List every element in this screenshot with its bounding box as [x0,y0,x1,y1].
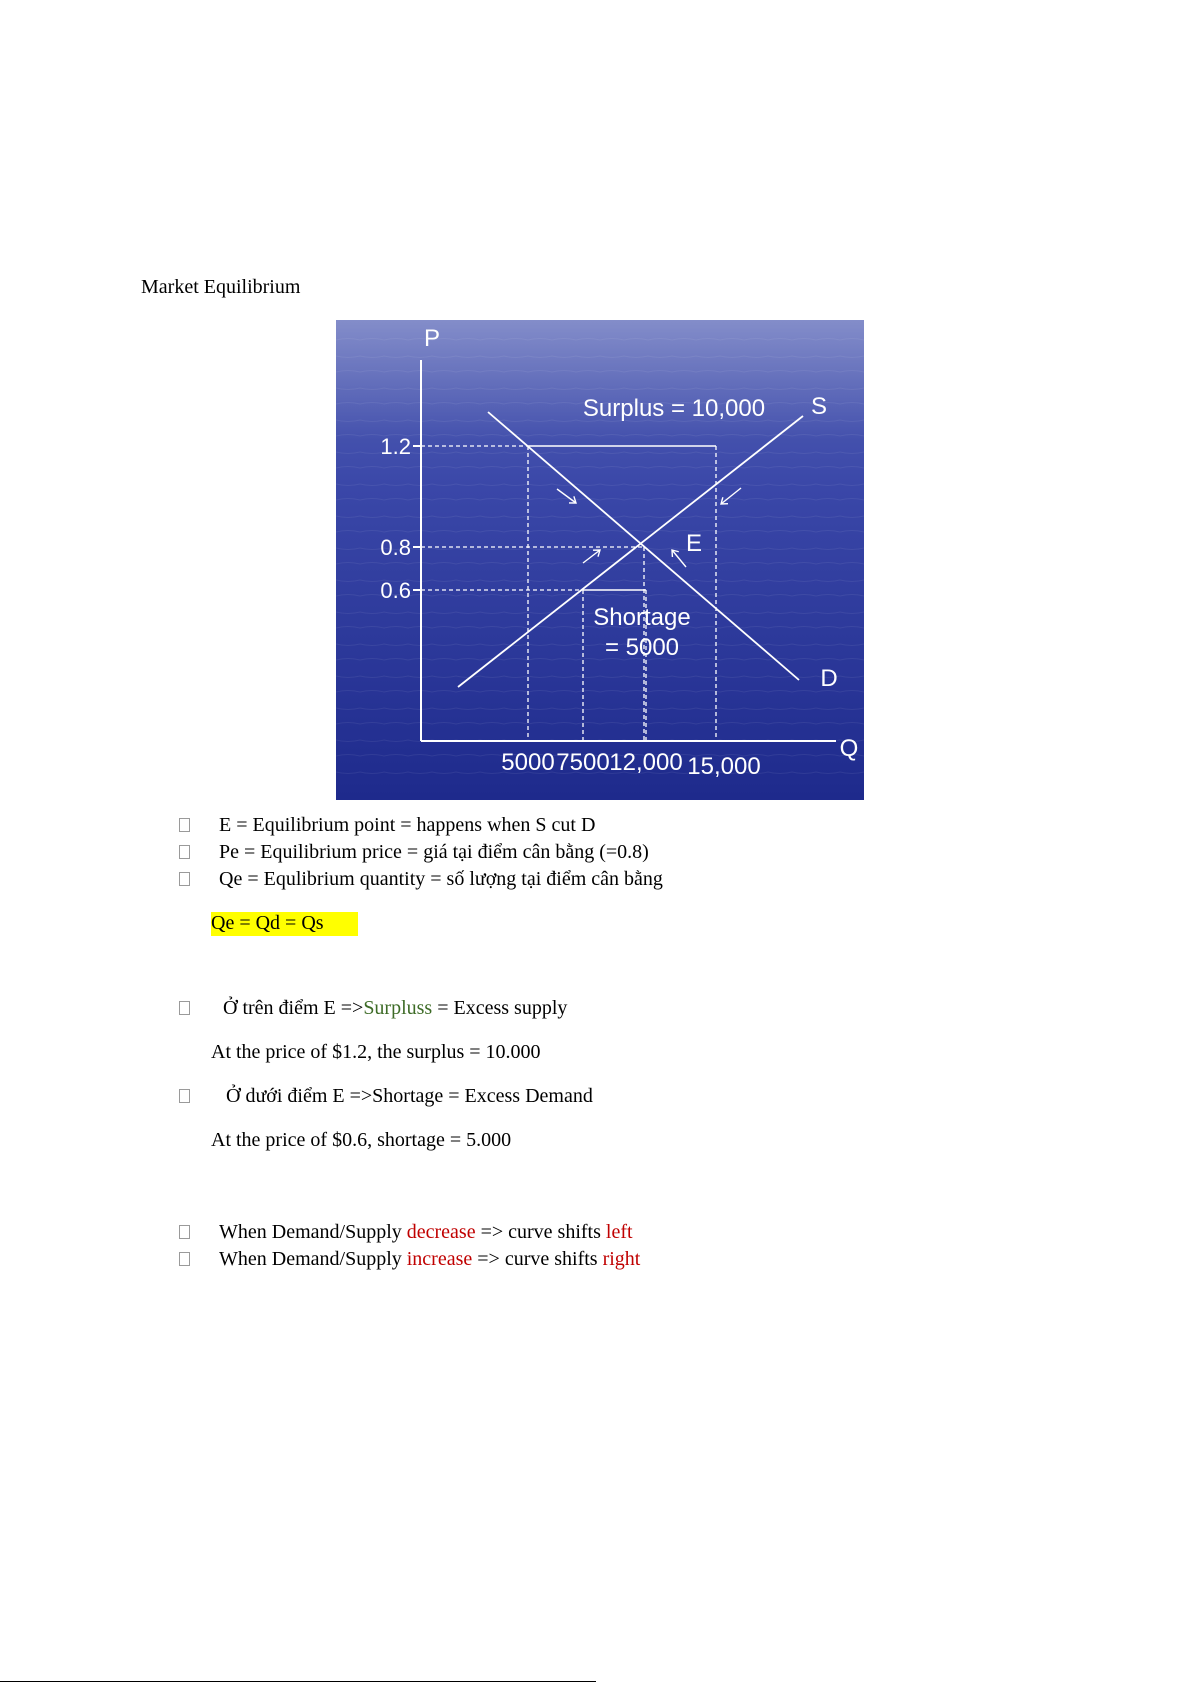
surplus-detail: At the price of $1.2, the surplus = 10.000 [211,1041,541,1063]
page-heading: Market Equilibrium [141,276,301,298]
shift-text: => curve shifts [472,1248,603,1270]
shift-increase-line [219,1248,640,1271]
equilibrium-label: E [685,530,703,557]
y-tick-label: 1.2 [380,434,411,459]
shift-text: => curve shifts [475,1221,606,1243]
x-axis-label: Q [839,735,859,762]
shortage-annotation-2: = 5000 [604,634,680,661]
x-tick-label: 7500 [556,749,610,776]
y-tick-label: 0.6 [380,578,411,603]
bullet-marker [179,1089,190,1103]
x-tick-label: 12,000 [609,749,683,776]
highlighted-formula [211,912,358,935]
shift-text: When Demand/Supply [219,1221,407,1243]
bullet-marker [179,1001,190,1015]
equilibrium-chart [336,320,864,800]
y-axis-label: P [423,325,441,352]
below-e-line: Ở dưới điểm E =>Shortage = Excess Demand [226,1085,593,1107]
footer-rule [0,1681,596,1682]
bullet-equilibrium-quantity: Qe = Equlibrium quantity = số lượng tại điểm cân bằng [219,868,663,890]
x-tick-label: 5000 [501,749,555,776]
x-tick-label: 15,000 [687,753,761,780]
bullet-marker [179,845,190,859]
formula-text: Qe = Qd = Qs [211,912,358,936]
y-tick-label: 0.8 [380,535,411,560]
chart-svg [336,320,864,800]
above-e-prefix: Ở trên điểm E => [223,997,364,1019]
supply-label: S [810,393,828,420]
bullet-marker [179,818,190,832]
increase-word: increase [406,1248,473,1270]
left-word: left [605,1221,633,1243]
shortage-detail: At the price of $0.6, shortage = 5.000 [211,1129,512,1151]
shift-text: When Demand/Supply [219,1248,407,1270]
surplus-word: Surpluss [363,997,433,1019]
bullet-marker [179,1225,190,1239]
bullet-marker [179,1252,190,1266]
shortage-annotation-1: Shortage [593,604,691,631]
right-word: right [602,1248,641,1270]
bullet-equilibrium-point: E = Equilibrium point = happens when S cut D [219,814,596,836]
decrease-word: decrease [406,1221,476,1243]
bullet-equilibrium-price: Pe = Equilibrium price = giá tại điểm cân bằng (=0.8) [219,841,649,863]
demand-label: D [820,665,838,692]
surplus-annotation: Surplus = 10,000 [582,395,766,422]
bullet-marker [179,872,190,886]
above-e-line [223,997,567,1020]
shift-decrease-line [219,1221,633,1244]
above-e-suffix: = Excess supply [432,997,568,1019]
